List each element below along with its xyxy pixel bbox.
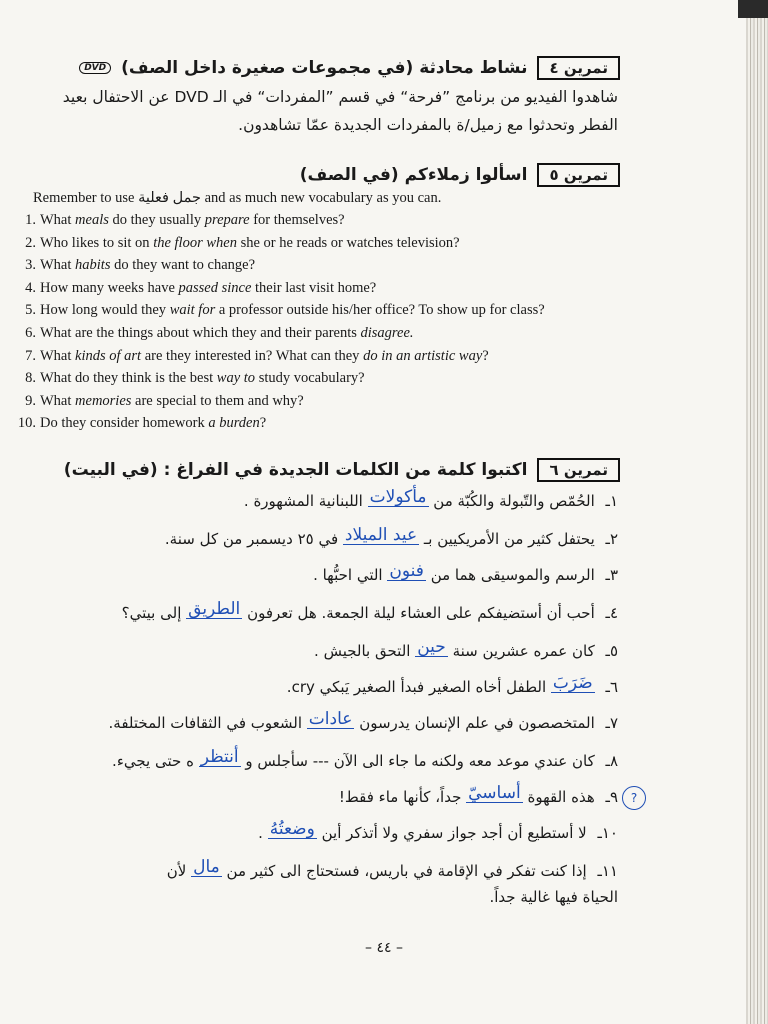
exercise-6-header xyxy=(40,455,620,485)
handwritten-answer: أساسيّ xyxy=(468,783,521,803)
question-number: 10. xyxy=(17,415,36,432)
item-text-before: الرسم والموسيقى هما من xyxy=(430,566,595,584)
exercise-5-box: تمرين ٥ xyxy=(537,163,620,187)
question-item xyxy=(14,348,489,365)
item-number: ٤ـ xyxy=(605,604,618,622)
handwritten-answer: حين xyxy=(417,637,446,657)
fill-in-item xyxy=(314,637,618,661)
page-corner xyxy=(738,0,768,18)
question-text: Who likes to sit on the floor when she or he reads or watches television? xyxy=(40,234,460,251)
item-text-before: كان عندي موعد معه ولكنه ما جاء الى الآن --- سأجلس و xyxy=(245,752,595,770)
item-text-before: المتخصصون في علم الإنسان يدرسون xyxy=(359,714,595,732)
fill-in-item xyxy=(108,709,618,733)
item-number: ٨ـ xyxy=(605,752,618,770)
item-text-after: في ٢٥ ديسمبر من كل سنة. xyxy=(164,530,339,548)
question-number: 2. xyxy=(25,234,36,251)
page-number: – ٤٤ – xyxy=(365,940,403,956)
item-text-before: يحتفل كثير من الأمريكيين بـ xyxy=(423,530,595,548)
fill-in-item xyxy=(243,487,618,511)
handwritten-answer: مأكولات xyxy=(369,487,427,507)
exercise-6-box: تمرين ٦ xyxy=(537,458,620,482)
question-text: What memories are special to them and why? xyxy=(40,392,304,409)
fill-in-item xyxy=(164,525,618,549)
fill-in-item xyxy=(338,783,618,807)
item-number: ٩ـ xyxy=(605,788,618,806)
exercise-5-title: اسألوا زملاءكم (في الصف) xyxy=(299,165,528,185)
question-item xyxy=(14,370,365,387)
exercise-4-line-2: الفطر وتحدثوا مع زميل/ة بالمفردات الجديدة عمّا تشاهدون. xyxy=(238,116,618,134)
item-number: ١ـ xyxy=(605,492,618,510)
question-number: 7. xyxy=(25,347,36,364)
item-text-before: الحُمّص والتّبولة والكُبّة من xyxy=(433,492,595,510)
question-text: How long would they wait for a professor outside his/her office? To show up for class? xyxy=(40,302,545,319)
question-item xyxy=(14,212,345,229)
question-item xyxy=(14,235,460,252)
question-text: What kinds of art are they interested in? What can they do in an artistic way? xyxy=(40,347,489,364)
question-item xyxy=(14,280,376,297)
question-number: 3. xyxy=(25,257,36,274)
question-text: What do they think is the best way to study vocabulary? xyxy=(40,370,365,387)
item-number: ٢ـ xyxy=(605,530,618,548)
dvd-icon: DVD xyxy=(79,62,111,74)
question-text: What habits do they want to change? xyxy=(40,257,256,274)
handwritten-answer: عيد الميلاد xyxy=(344,525,418,545)
question-number: 5. xyxy=(25,302,36,319)
question-item xyxy=(14,302,545,319)
question-number: 4. xyxy=(25,279,36,296)
handwritten-answer: فنون xyxy=(389,561,424,581)
question-item xyxy=(14,393,304,410)
exercise-5-header xyxy=(40,160,620,190)
fill-in-item xyxy=(286,673,618,697)
item-text-after: . xyxy=(258,824,263,842)
item-number: ٥ـ xyxy=(605,642,618,660)
item-text-before: إذا كنت تفكر في الإقامة في باريس، فستحتاج الى كثير من xyxy=(226,862,587,880)
item-number: ٦ـ xyxy=(605,678,618,696)
exercise-6-title: اكتبوا كلمة من الكلمات الجديدة في الفراغ : (في البيت) xyxy=(63,460,528,480)
fill-in-item xyxy=(121,599,618,623)
handwritten-answer: عادات xyxy=(308,709,353,729)
question-number: 9. xyxy=(25,392,36,409)
item-text-before: هذه القهوة xyxy=(527,788,595,806)
item-number: ١٠ـ xyxy=(597,824,618,842)
item-text-after: لأن xyxy=(166,862,187,880)
item-text-after: التي احبُّها . xyxy=(313,566,383,584)
exercise-4-line-1: شاهدوا الفيديو من برنامج ”فرحة“ في قسم ”المفردات“ في الـ DVD عن الاحتفال بعيد xyxy=(62,88,618,106)
item-text-after: اللبنانية المشهورة . xyxy=(243,492,363,510)
question-text: What meals do they usually prepare for themselves? xyxy=(40,212,345,228)
item-text-before: لا أستطيع أن أجد جواز سفري ولا أتذكر أين xyxy=(321,824,587,842)
question-text: How many weeks have passed since their last visit home? xyxy=(40,279,377,296)
item-text-before: أحب أن أستضيفكم على العشاء ليلة الجمعة. هل تعرفون xyxy=(247,604,595,622)
item-text-after: إلى بيتي؟ xyxy=(121,604,182,622)
item-text-after: ه حتى يجيء. xyxy=(112,752,194,770)
question-item xyxy=(14,257,255,274)
exercise-4-header xyxy=(40,53,620,83)
question-number: 1. xyxy=(25,212,36,228)
exercise-4-box: تمرين ٤ xyxy=(537,56,620,80)
question-mark-circle: ? xyxy=(622,786,646,810)
fill-in-item xyxy=(313,561,618,585)
fill-in-item xyxy=(490,888,619,906)
question-number: 6. xyxy=(25,325,36,341)
item-text-after: جداً، كأنها ماء فقط! xyxy=(338,788,462,806)
item-number: ١١ـ xyxy=(597,862,618,880)
exercise-4-title: نشاط محادثة (في مجموعات صغيرة داخل الصف) xyxy=(121,58,528,78)
page-edge xyxy=(746,0,768,1024)
question-item xyxy=(14,325,414,342)
handwritten-answer: أنتظر xyxy=(200,747,239,767)
fill-in-item xyxy=(258,819,618,843)
fill-in-item xyxy=(112,747,618,771)
item-text-after: التحق بالجيش . xyxy=(314,642,411,660)
exercise-5-intro: Remember to use جمل فعلية and as much new vocabulary as you can. xyxy=(33,190,442,206)
handwritten-answer: مال xyxy=(193,857,220,877)
fill-in-item xyxy=(166,857,618,881)
item-text-before: كان عمره عشرين سنة xyxy=(452,642,595,660)
item-number: ٣ـ xyxy=(605,566,618,584)
item-number: ٧ـ xyxy=(605,714,618,732)
item-text-after: الطفل أخاه الصغير فبدأ الصغير يَبكي cry. xyxy=(286,678,547,696)
question-number: 8. xyxy=(25,370,36,387)
item-text-after: الشعوب في الثقافات المختلفة. xyxy=(108,714,303,732)
item-text-before: الحياة فيها غالية جداً. xyxy=(489,888,618,906)
question-text: Do they consider homework a burden? xyxy=(40,415,267,432)
handwritten-answer: ضَرَبَ xyxy=(552,673,593,693)
handwritten-answer: الطريق xyxy=(188,599,241,619)
handwritten-answer: وضعتُهُ xyxy=(269,819,315,839)
question-text: What are the things about which they and their parents disagree. xyxy=(40,325,414,341)
question-item xyxy=(14,415,266,432)
